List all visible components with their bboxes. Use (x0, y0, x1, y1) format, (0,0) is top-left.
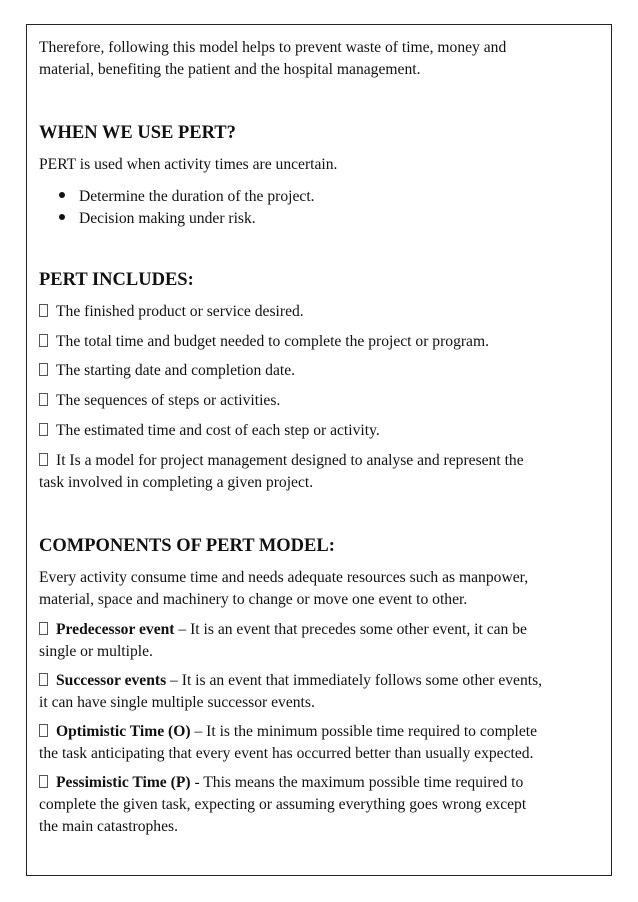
component-desc: – It is an event that precedes some other event, it can be (174, 621, 527, 638)
missing-glyph-box-icon (39, 453, 48, 466)
missing-glyph-box-icon (39, 423, 48, 436)
includes-item (39, 420, 380, 442)
includes-item-text: The estimated time and cost of each step or activity. (56, 422, 380, 439)
component-item (39, 619, 527, 641)
when-bullet-item (59, 186, 315, 208)
includes-item (39, 360, 295, 382)
component-desc: - This means the maximum possible time required to (190, 774, 524, 791)
intro-line-2: material, benefiting the patient and the hospital management. (39, 61, 421, 78)
components-intro-line-1: Every activity consume time and needs adequate resources such as manpower, (39, 569, 529, 586)
includes-item-text: The finished product or service desired. (56, 303, 304, 320)
missing-glyph-box-icon (39, 775, 48, 788)
component-term: Predecessor event (56, 621, 175, 638)
includes-item-text: The starting date and completion date. (56, 362, 296, 379)
missing-glyph-box-icon (39, 724, 48, 737)
includes-item-text: The total time and budget needed to complete the project or program. (56, 333, 490, 350)
component-item-continuation: complete the given task, expecting or assuming everything goes wrong except (39, 796, 527, 813)
component-desc: – It is an event that immediately follows some other events, (166, 672, 543, 689)
missing-glyph-box-icon (39, 334, 48, 347)
bullet-dot-icon (59, 214, 65, 220)
component-term: Successor events (56, 672, 167, 689)
includes-item (39, 301, 304, 323)
component-term: Optimistic Time (O) (56, 723, 191, 740)
component-desc: – It is the minimum possible time required to complete (190, 723, 538, 740)
missing-glyph-box-icon (39, 363, 48, 376)
includes-item (39, 331, 489, 353)
component-item (39, 670, 542, 692)
includes-item-text: The sequences of steps or activities. (56, 392, 281, 409)
includes-item (39, 450, 524, 472)
when-bullet-item (59, 208, 256, 230)
component-item (39, 772, 523, 794)
section-heading-includes: PERT INCLUDES: (39, 270, 194, 290)
components-intro-line-2: material, space and machinery to change or move one event to other. (39, 591, 468, 608)
includes-item (39, 390, 280, 412)
component-item-continuation: single or multiple. (39, 643, 153, 660)
includes-item-text: It Is a model for project management designed to analyse and represent the (56, 452, 524, 469)
includes-item-continuation: task involved in completing a given project. (39, 474, 314, 491)
when-text: PERT is used when activity times are uncertain. (39, 156, 338, 173)
missing-glyph-box-icon (39, 304, 48, 317)
missing-glyph-box-icon (39, 622, 48, 635)
component-item (39, 721, 537, 743)
missing-glyph-box-icon (39, 393, 48, 406)
component-item-continuation: the task anticipating that every event has occurred better than usually expected. (39, 745, 534, 762)
component-item-continuation: the main catastrophes. (39, 818, 178, 835)
component-term: Pessimistic Time (P) (56, 774, 191, 791)
section-heading-components: COMPONENTS OF PERT MODEL: (39, 536, 335, 556)
bullet-text: Determine the duration of the project. (79, 188, 315, 205)
component-item-continuation: it can have single multiple successor events. (39, 694, 315, 711)
section-heading-when: WHEN WE USE PERT? (39, 123, 236, 143)
missing-glyph-box-icon (39, 673, 48, 686)
bullet-text: Decision making under risk. (79, 210, 256, 227)
intro-line-1: Therefore, following this model helps to prevent waste of time, money and (39, 39, 507, 56)
bullet-dot-icon (59, 192, 65, 198)
